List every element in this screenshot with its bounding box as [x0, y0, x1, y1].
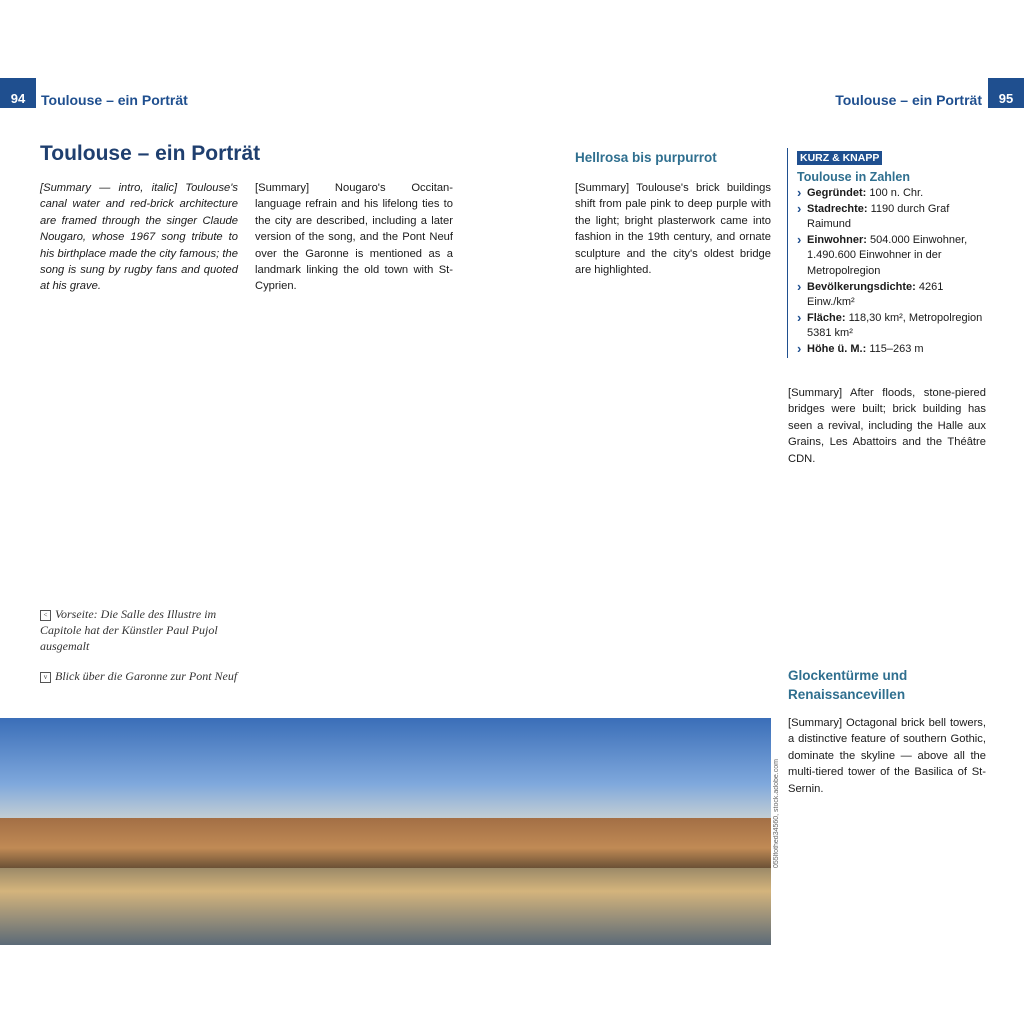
- fact-item: › Gegründet: 100 n. Chr.: [797, 186, 987, 202]
- caption-photo: v Blick über die Garonne zur Pont Neuf: [40, 668, 240, 684]
- garonne-photo: [0, 718, 771, 945]
- arrow-left-icon: <: [40, 610, 51, 621]
- arrow-down-icon: v: [40, 672, 51, 683]
- body-column-3: [Summary] Toulouse's brick buildings shift from pale pink to deep purple with the light; bright plasterwork came into fashion in the 19th century, and ornate sculpture and the city's oldest bridge are highlighted.: [575, 182, 771, 277]
- fact-box-title: Toulouse in Zahlen: [797, 170, 910, 184]
- fact-item: › Fläche: 118,30 km², Metropolregion 5381 km²: [797, 311, 987, 342]
- fact-item: › Stadrechte: 1190 durch Graf Raimund: [797, 202, 987, 233]
- article-title: Toulouse – ein Porträt: [40, 142, 261, 165]
- right-page-number: 95: [988, 78, 1024, 108]
- photo-riverbank: [0, 818, 771, 868]
- intro-column: [Summary — intro, italic] Toulouse's canal water and red-brick architecture are framed through the singer Claude Nougaro, whose 1967 song tribute to his birthplace made the city famous; the song is sung by rugby fans and quoted at his grave.: [40, 182, 238, 293]
- heading-hellrosa: Hellrosa bis purpurrot: [575, 150, 717, 165]
- left-running-title: Toulouse – ein Porträt: [41, 92, 188, 108]
- fact-box-tag: KURZ & KNAPP: [797, 151, 882, 165]
- heading-glockentuerme: Glockentürme und Renaissancevillen: [788, 668, 908, 702]
- right-running-title: Toulouse – ein Porträt: [835, 92, 982, 108]
- photo-credit: 055lfothed34560, stock.adobe.com: [773, 759, 780, 868]
- caption-previous-page: < Vorseite: Die Salle des Illustre im Capitole hat der Künstler Paul Pujol ausgemalt: [40, 607, 218, 653]
- photo-river: [0, 868, 771, 945]
- fact-box: [797, 148, 987, 358]
- body-column-5: [Summary] Octagonal brick bell towers, a distinctive feature of southern Gothic, dominate the skyline — above all the multi-tiered tower of the Basilica of St-Sernin.: [788, 717, 986, 795]
- fact-item: › Bevölkerungsdichte: 4261 Einw./km²: [797, 280, 987, 311]
- fact-item: › Höhe ü. M.: 115–263 m: [797, 342, 987, 358]
- photo-sky: [0, 718, 771, 828]
- body-column-2: [Summary] Nougaro's Occitan-language refrain and his lifelong ties to the city are described, including a later version of the song, and the Pont Neuf over the Garonne is mentioned as a landmark linking the old town with St-Cyprien.: [255, 182, 453, 293]
- left-page-number: 94: [0, 78, 36, 108]
- body-column-4: [Summary] After floods, stone-piered bridges were built; brick building has seen a revival, including the Halle aux Grains, Les Abattoirs and the Théâtre CDN.: [788, 387, 986, 465]
- fact-box-rule: [787, 148, 788, 358]
- fact-item: › Einwohner: 504.000 Einwohner, 1.490.600 Einwohner in der Metropolregion: [797, 233, 987, 280]
